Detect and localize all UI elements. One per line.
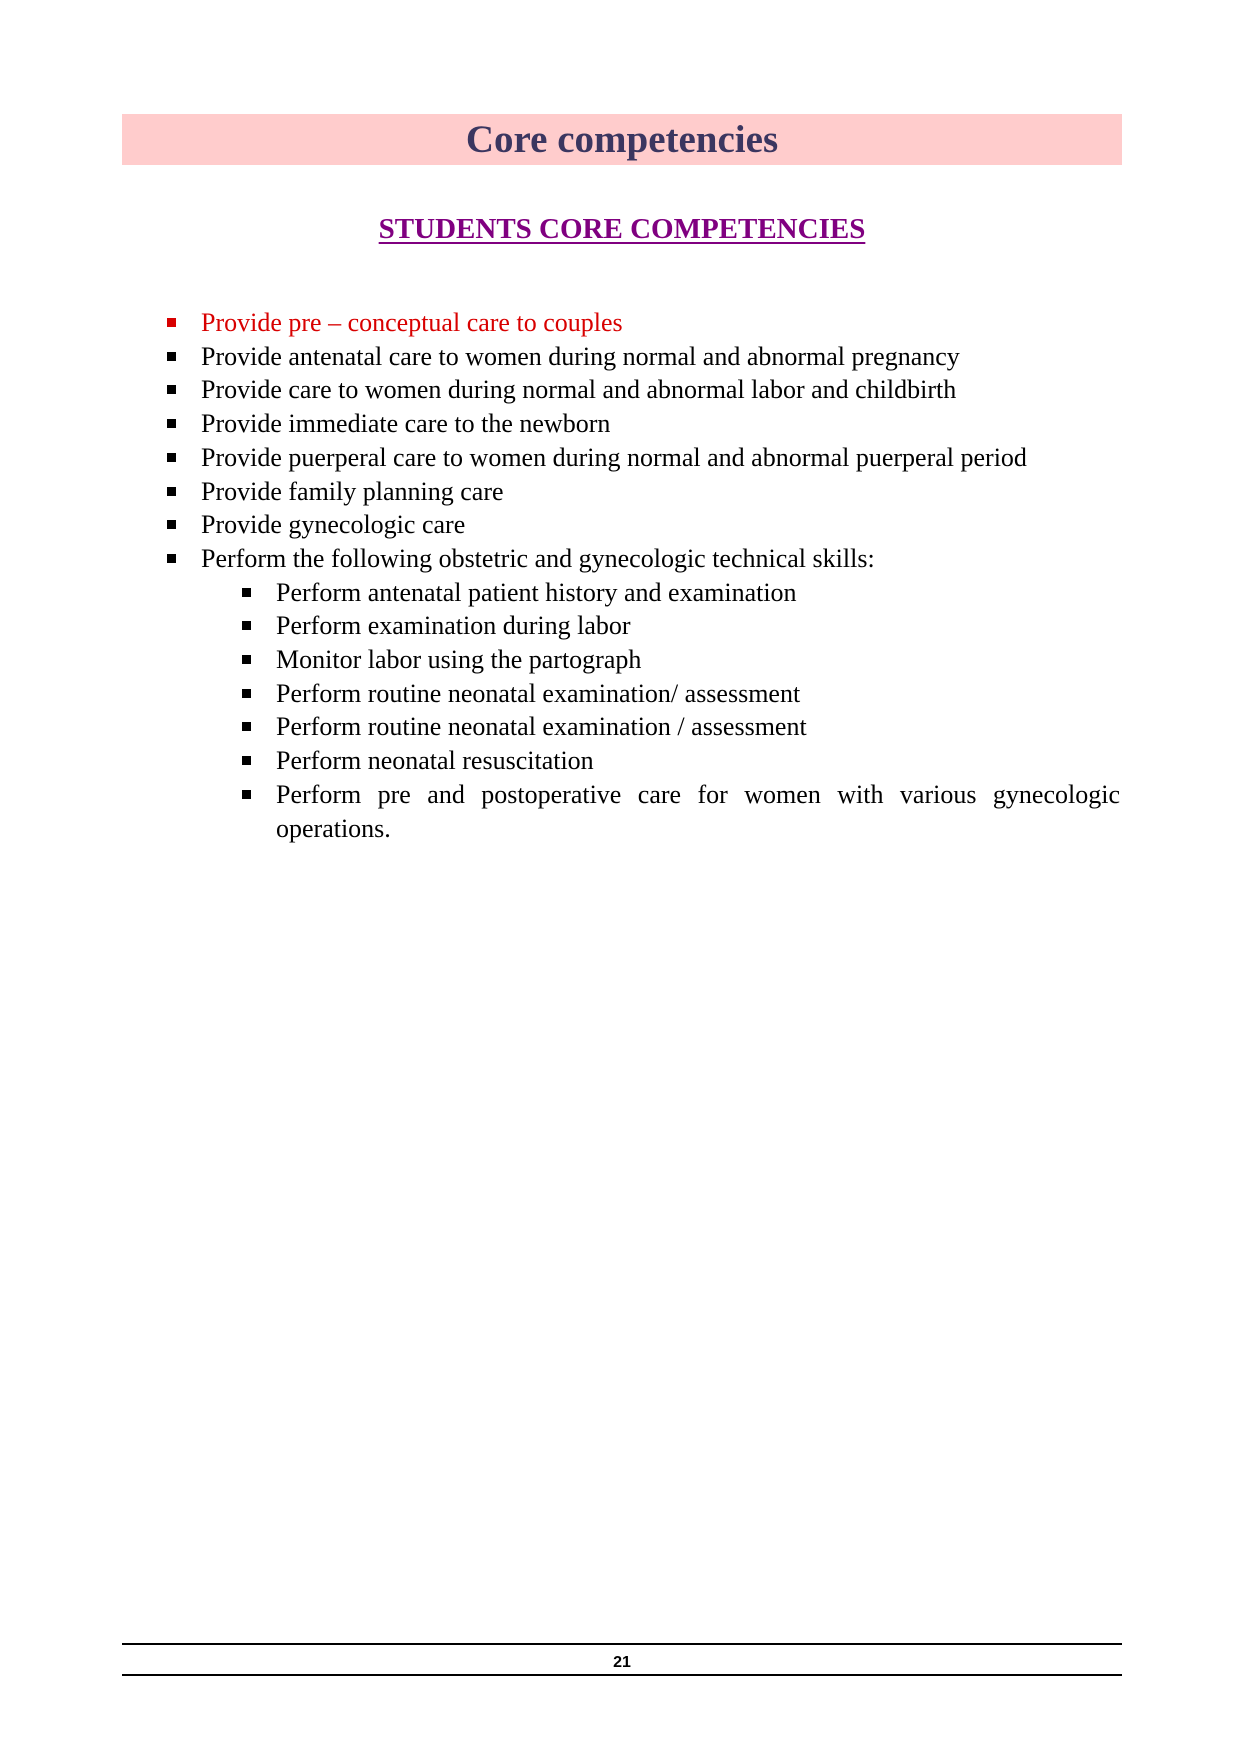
square-bullet-icon [242, 756, 251, 765]
sub-list-item [160, 744, 1120, 778]
list-item-text: Perform the following obstetric and gynecologic technical skills: [201, 543, 875, 573]
sub-list-item-text: Monitor labor using the partograph [276, 645, 642, 675]
square-bullet-icon [242, 588, 251, 597]
list-item [160, 508, 1120, 542]
sub-list-item-text: Perform examination during labor [276, 611, 631, 641]
square-bullet-icon [167, 520, 176, 529]
list-item-text: Provide gynecologic care [201, 510, 466, 540]
list-item [160, 340, 1120, 374]
square-bullet-icon [167, 318, 176, 327]
square-bullet-icon [167, 419, 176, 428]
sub-list-item-text: Perform antenatal patient history and examination [276, 577, 797, 607]
square-bullet-icon [242, 790, 251, 799]
sub-list-item [160, 643, 1120, 677]
technical-skills-list [160, 576, 1120, 846]
list-item [160, 475, 1120, 509]
list-item [160, 407, 1120, 441]
sub-list-item-text: Perform routine neonatal examination/ assessment [276, 678, 801, 708]
list-item-text: Provide antenatal care to women during normal and abnormal pregnancy [201, 341, 960, 371]
sub-list-item [160, 576, 1120, 610]
list-item-text: Provide puerperal care to women during normal and abnormal puerperal period [201, 442, 1027, 472]
sub-list-item-text: Perform routine neonatal examination / assessment [276, 712, 807, 742]
list-item-text: Provide pre – conceptual care to couples [201, 308, 623, 337]
sub-list-item-text: Perform pre and postoperative care for women with various gynecologic operations. [276, 779, 1120, 843]
sub-list-item [160, 609, 1120, 643]
list-item-text: Provide care to women during normal and abnormal labor and childbirth [201, 375, 957, 405]
square-bullet-icon [242, 722, 251, 731]
page-title: Core competencies [465, 118, 779, 161]
list-item [160, 542, 1120, 576]
list-item [160, 441, 1120, 475]
square-bullet-icon [167, 352, 176, 361]
page-number: 21 [613, 1654, 631, 1671]
square-bullet-icon [167, 453, 176, 462]
square-bullet-icon [242, 689, 251, 698]
square-bullet-icon [167, 385, 176, 394]
competency-list [160, 306, 1120, 845]
title-banner [122, 114, 1122, 165]
sub-list-item [160, 677, 1120, 711]
sub-list-item [160, 778, 1120, 845]
list-item-text: Provide family planning care [201, 476, 504, 506]
square-bullet-icon [242, 655, 251, 664]
technical-skills-group [160, 576, 1120, 846]
sub-list-item [160, 710, 1120, 744]
footer-top-rule [122, 1643, 1122, 1645]
square-bullet-icon [242, 621, 251, 630]
footer-bottom-rule [122, 1674, 1122, 1676]
list-item [160, 373, 1120, 407]
sub-list-item-text: Perform neonatal resuscitation [276, 746, 594, 776]
list-item [160, 306, 1120, 340]
square-bullet-icon [167, 487, 176, 496]
list-item-text: Provide immediate care to the newborn [201, 409, 611, 439]
square-bullet-icon [167, 554, 176, 563]
section-heading: STUDENTS CORE COMPETENCIES [378, 213, 866, 245]
